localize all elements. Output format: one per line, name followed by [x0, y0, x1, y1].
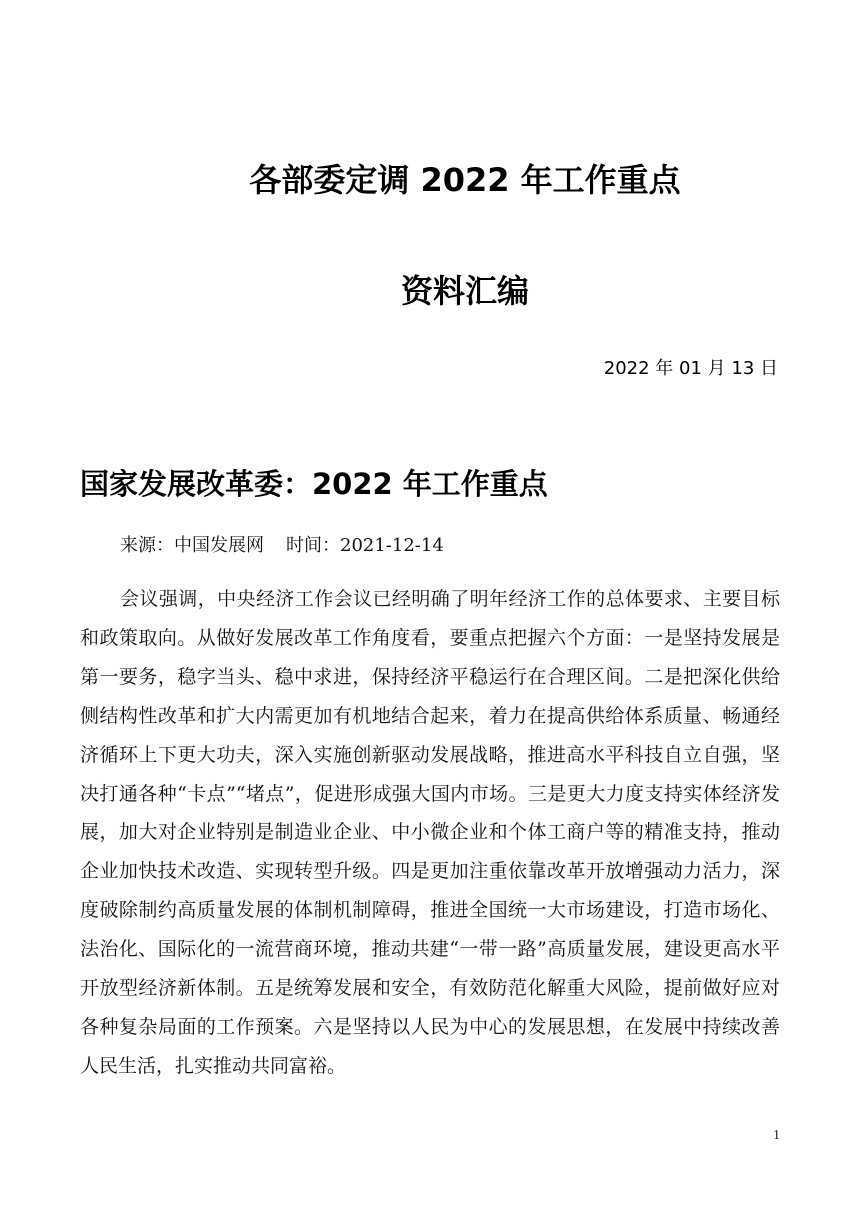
section-heading: 国家发展改革委：2022 年工作重点: [80, 467, 548, 501]
body-paragraph: 会议强调，中央经济工作会议已经明确了明年经济工作的总体要求、主要目标和政策取向。从做好发展改革工作角度看，要重点把握六个方面：一是坚持发展是第一要务，稳字当头、稳中求进，保持经济平稳运行在合理区间。二是把深化供给侧结构性改革和扩大内需更加有机地结合起来，着力在提高供给体系质量、畅通经济循环上下更大功夫，深入实施创新驱动发展战略，推进高水平科技自立自强，坚决打通各种“卡点”“堵点”，促进形成强大国内市场。三是更大力度支持实体经济发展，加大对企业特别是制造业企业、中小微企业和个体工商户等的精准支持，推动企业加快技术改造、实现转型升级。四是更加注重依靠改革开放增强动力活力，深度破除制约高质量发展的体制机制障碍，推进全国统一大市场建设，打造市场化、法治化、国际化的一流营商环境，推动共建“一带一路”高质量发展，建设更高水平开放型经济新体制。五是统筹发展和安全，有效防范化解重大风险，提前做好应对各种复杂局面的工作预案。六是坚持以人民为中心的发展思想，在发展中持续改善人民生活，扎实推动共同富裕。: [80, 588, 780, 1077]
page-number: 1: [773, 1128, 780, 1143]
document-subtitle: 资料汇编: [400, 272, 529, 310]
time-label: 时间：2021-12-14: [286, 535, 444, 556]
source-line: [120, 531, 444, 557]
document-title: 各部委定调 2022 年工作重点: [249, 161, 681, 199]
document-date: 2022 年 01 月 13 日: [603, 358, 778, 379]
source-label: 来源：中国发展网: [120, 535, 264, 556]
